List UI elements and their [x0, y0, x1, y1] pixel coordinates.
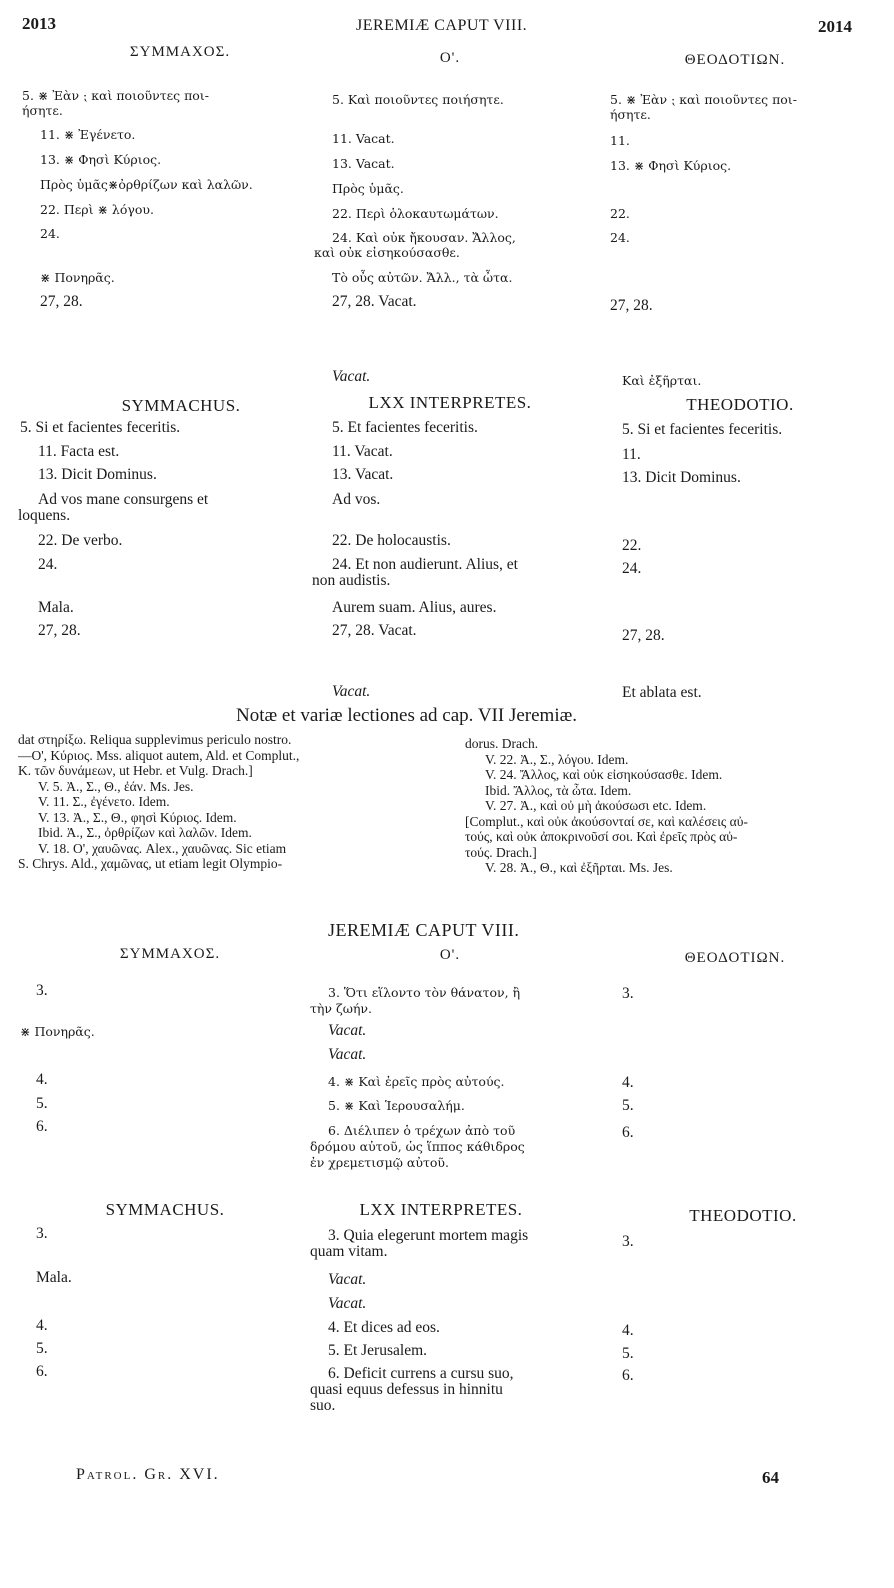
note-line: V. 28. Ἀ., Θ., καὶ ἐξῆρται. Ms. Jes.: [485, 860, 673, 875]
theo-gr-row: 13. ⋇ Φησὶ Κύριος.: [610, 158, 732, 173]
theo-gr-row: 24.: [610, 230, 630, 245]
sym-gr2-row: ⋇ Πονηρᾶς.: [20, 1024, 95, 1039]
note-line: Κ. τῶν δυνάμεων, ut Hebr. et Vulg. Drach.]: [18, 763, 253, 778]
sym-la2-row: 5.: [36, 1340, 48, 1357]
col-header-lxx-greek: Ο'.: [439, 50, 461, 66]
sym-gr-row: 11. ⋇ Ἐγένετο.: [40, 127, 136, 142]
lxx-gr2-row-cont: τὴν ζωήν.: [310, 1001, 373, 1016]
sym-la-row: Mala.: [38, 599, 74, 616]
lxx-la2-row: 6. Deficit currens a cursu suo,: [328, 1365, 514, 1382]
theo-la2-row: 4.: [622, 1322, 634, 1339]
sym-la-row: 24.: [38, 556, 58, 573]
col-header-lxx-latin: LXX INTERPRETES.: [368, 393, 532, 412]
lxx-la2-row-cont: quasi equus defessus in hinnitu: [310, 1381, 503, 1398]
note-line: Ibid. Ἄλλος, τὰ ὦτα. Idem.: [485, 782, 632, 798]
sym-la2-row: 3.: [36, 1225, 48, 1242]
lxx-gr-row-last: 27, 28. Vacat.: [332, 293, 417, 310]
theo-la-row: 24.: [622, 560, 642, 577]
running-title: JEREMIÆ CAPUT VIII.: [356, 17, 528, 34]
notes-title: Notæ et variæ lectiones ad cap. VII Jeremiæ.: [236, 705, 578, 726]
lxx-gr2-row: 5. ⋇ Καὶ Ἱερουσαλήμ.: [328, 1098, 465, 1113]
lxx-la-row: 5. Et facientes feceritis.: [332, 419, 478, 436]
theo-la-row: 13. Dicit Dominus.: [622, 469, 741, 486]
sym-la2-row: 4.: [36, 1317, 48, 1334]
theo-gr-tail: Καὶ ἐξῆρται.: [622, 373, 702, 388]
lxx-la2-row: 3. Quia elegerunt mortem magis: [328, 1227, 529, 1244]
note-line: τούς. Drach.]: [465, 844, 537, 860]
theo-la-row: 11.: [622, 446, 641, 463]
footer-right: 64: [762, 1468, 779, 1487]
lxx-la-row: 22. De holocaustis.: [332, 532, 451, 549]
lxx-la-tail: Vacat.: [332, 683, 371, 700]
theo-la2-row: 5.: [622, 1345, 634, 1362]
col-header-theodotion-latin: THEODOTIO.: [686, 395, 794, 414]
lxx-la-row: 13. Vacat.: [332, 466, 394, 483]
sym-gr-row-last: 27, 28.: [40, 293, 83, 310]
notes-right-column: [465, 736, 885, 876]
sym-la-row: 13. Dicit Dominus.: [38, 466, 157, 483]
theo-la-row: 22.: [622, 537, 642, 554]
notes-left-column: [18, 732, 458, 872]
theo-gr-row: 5. ⋇ Ἐὰν ⁏ καὶ ποιοῦντες ποι-: [610, 92, 797, 107]
sym-gr-row: 24.: [40, 226, 60, 241]
lxx-gr2-row: Vacat.: [328, 1046, 367, 1063]
col-header-lxx-greek-2: Ο'.: [439, 947, 461, 963]
lxx-la2-row: Vacat.: [328, 1295, 367, 1312]
note-line: S. Chrys. Ald., χαμῶνας, ut etiam legit Olympio-: [18, 856, 283, 871]
note-line: V. 11. Σ., ἐγένετο. Idem.: [38, 794, 170, 809]
page-number-right: 2014: [818, 17, 852, 36]
lxx-gr-row: Τὸ οὖς αὐτῶν. Ἄλλ., τὰ ὦτα.: [332, 270, 513, 285]
lxx-la-row: 24. Et non audierunt. Alius, et: [332, 556, 518, 573]
note-line: V. 27. Ἀ., καὶ οὐ μὴ ἀκούσωσι etc. Idem.: [485, 798, 707, 813]
lxx-la2-row: 5. Et Jerusalem.: [328, 1342, 428, 1359]
col-header-theodotion-greek-2: ΘΕΟΔΟΤΙΩΝ.: [684, 950, 786, 966]
sym-gr2-row: 6.: [36, 1118, 48, 1135]
lxx-gr2-row: 6. Διέλιπεν ὁ τρέχων ἀπὸ τοῦ: [328, 1123, 516, 1138]
lxx-gr2-row: 4. ⋇ Καὶ ἐρεῖς πρὸς αὐτούς.: [328, 1074, 505, 1089]
theo-la-row: 5. Si et facientes feceritis.: [622, 421, 783, 438]
col-header-symmachus-greek: ΣΥΜΜΑΧΟΣ.: [129, 44, 231, 60]
note-line: V. 13. Ἀ., Σ., Θ., φησὶ Κύριος. Idem.: [38, 809, 237, 825]
lxx-gr2-row-cont: δρόμου αὐτοῦ, ὡς ἵππος κάθιδρος: [310, 1139, 525, 1154]
note-line: V. 18. Ο', χαυῶνας. Alex., χαυῶνας. Sic etiam: [38, 840, 287, 856]
sym-gr-row: 22. Περὶ ⋇ λόγου.: [40, 202, 154, 217]
lxx-gr-row: 11. Vacat.: [332, 131, 395, 146]
sym-gr2-row: 4.: [36, 1071, 48, 1088]
lxx-gr-row: 5. Καὶ ποιοῦντες ποιήσητε.: [332, 92, 504, 107]
footer-left: Patrol. Gr. XVI.: [76, 1466, 220, 1483]
theo-la2-row: 6.: [622, 1367, 634, 1384]
lxx-gr2-row: 3. Ὅτι εἵλοντο τὸν θάνατον, ἢ: [328, 985, 521, 1000]
theo-la-row: 27, 28.: [622, 627, 665, 644]
theo-gr2-row: 3.: [622, 985, 634, 1002]
lxx-gr2-row-cont: ἐν χρεμετισμῷ αὐτοῦ.: [310, 1155, 449, 1170]
lxx-gr2-row: Vacat.: [328, 1022, 367, 1039]
lxx-gr-row: 22. Περὶ ὁλοκαυτωμάτων.: [332, 206, 499, 221]
lxx-la-row: 11. Vacat.: [332, 443, 393, 460]
lxx-gr-row: Πρὸς ὑμᾶς.: [332, 181, 404, 196]
theo-la-tail: Et ablata est.: [622, 684, 702, 701]
note-line: V. 24. Ἄλλος, καὶ οὐκ εἰσηκούσασθε. Idem.: [485, 767, 723, 782]
theo-gr-row: 11.: [610, 133, 630, 148]
lxx-la2-row: 4. Et dices ad eos.: [328, 1319, 440, 1336]
note-line: dorus. Drach.: [465, 736, 539, 751]
lxx-la2-row-cont: quam vitam.: [310, 1243, 388, 1260]
theo-la2-row: 3.: [622, 1233, 634, 1250]
sym-gr-row-cont: ήσητε.: [22, 103, 63, 118]
col-header-lxx-latin-2: LXX INTERPRETES.: [359, 1200, 523, 1219]
col-header-theodotion-greek: ΘΕΟΔΟΤΙΩΝ.: [684, 52, 786, 68]
sym-la-row: 11. Facta est.: [38, 443, 120, 460]
sym-gr2-row: 5.: [36, 1095, 48, 1112]
note-line: V. 22. Ἀ., Σ., λόγου. Idem.: [485, 751, 629, 767]
col-header-symmachus-latin-2: SYMMACHUS.: [105, 1200, 225, 1219]
note-line: —Ο', Κύριος. Mss. aliquot autem, Ald. et Complut.,: [18, 747, 300, 763]
sym-la-row: 27, 28.: [38, 622, 81, 639]
sym-gr2-row: 3.: [36, 982, 48, 999]
sym-la-row: Ad vos mane consurgens et: [38, 491, 209, 508]
note-line: Ibid. Ἀ., Σ., ὀρθρίζων καὶ λαλῶν. Idem.: [38, 825, 252, 840]
sym-gr-row: ⋇ Πονηρᾶς.: [40, 270, 115, 285]
theo-gr2-row: 5.: [622, 1097, 634, 1114]
lxx-la-row-cont: non audistis.: [312, 572, 391, 589]
sym-la2-row: 6.: [36, 1363, 48, 1380]
theo-gr-row-cont: ήσητε.: [610, 107, 651, 122]
theo-gr2-row: 4.: [622, 1074, 634, 1091]
lxx-gr-tail: Vacat.: [332, 368, 371, 385]
sym-la-row: 22. De verbo.: [38, 532, 123, 549]
lxx-la2-row: Vacat.: [328, 1271, 367, 1288]
note-line: V. 5. Ἀ., Σ., Θ., ἐάν. Ms. Jes.: [38, 778, 194, 794]
note-line: dat στηρίξω. Reliqua supplevimus periculo nostro.: [18, 732, 292, 747]
theo-gr-row-last: 27, 28.: [610, 297, 653, 314]
sym-gr-row: 5. ⋇ Ἐὰν ⁏ καὶ ποιοῦντες ποι-: [22, 88, 209, 103]
sym-gr-row: Πρὸς ὑμᾶς⋇ὀρθρίζων καὶ λαλῶν.: [40, 177, 253, 192]
lxx-la2-row-cont: suo.: [310, 1397, 336, 1414]
note-line: τούς, καὶ οὐκ ἀποκρινοῦσί σοι. Καὶ ἐρεῖς πρὸς αὐ-: [465, 829, 738, 844]
theo-gr2-row: 6.: [622, 1124, 634, 1141]
sym-gr-row: 13. ⋇ Φησὶ Κύριος.: [40, 152, 162, 167]
theo-gr-row: 22.: [610, 206, 630, 221]
col-header-theodotion-latin-2: THEODOTIO.: [689, 1206, 797, 1225]
lxx-gr-row-cont: καὶ οὐκ εἰσηκούσασθε.: [314, 245, 460, 260]
section2-title: JEREMIÆ CAPUT VIII.: [328, 920, 520, 940]
sym-la-row-cont: loquens.: [18, 507, 71, 524]
col-header-symmachus-latin: SYMMACHUS.: [121, 396, 241, 415]
lxx-la-row: Aurem suam. Alius, aures.: [332, 599, 497, 616]
lxx-la-row: Ad vos.: [332, 491, 381, 508]
sym-la2-row: Mala.: [36, 1269, 72, 1286]
col-header-symmachus-greek-2: ΣΥΜΜΑΧΟΣ.: [119, 946, 221, 962]
lxx-gr-row: 24. Καὶ οὐκ ἤκουσαν. Ἄλλος,: [332, 230, 516, 245]
note-line: [Complut., καὶ οὐκ ἀκούσονταί σε, καὶ καλέσεις αὐ-: [465, 813, 748, 829]
lxx-la-row: 27, 28. Vacat.: [332, 622, 417, 639]
page-number-left: 2013: [22, 14, 56, 33]
lxx-gr-row: 13. Vacat.: [332, 156, 395, 171]
sym-la-row: 5. Si et facientes feceritis.: [20, 419, 181, 436]
